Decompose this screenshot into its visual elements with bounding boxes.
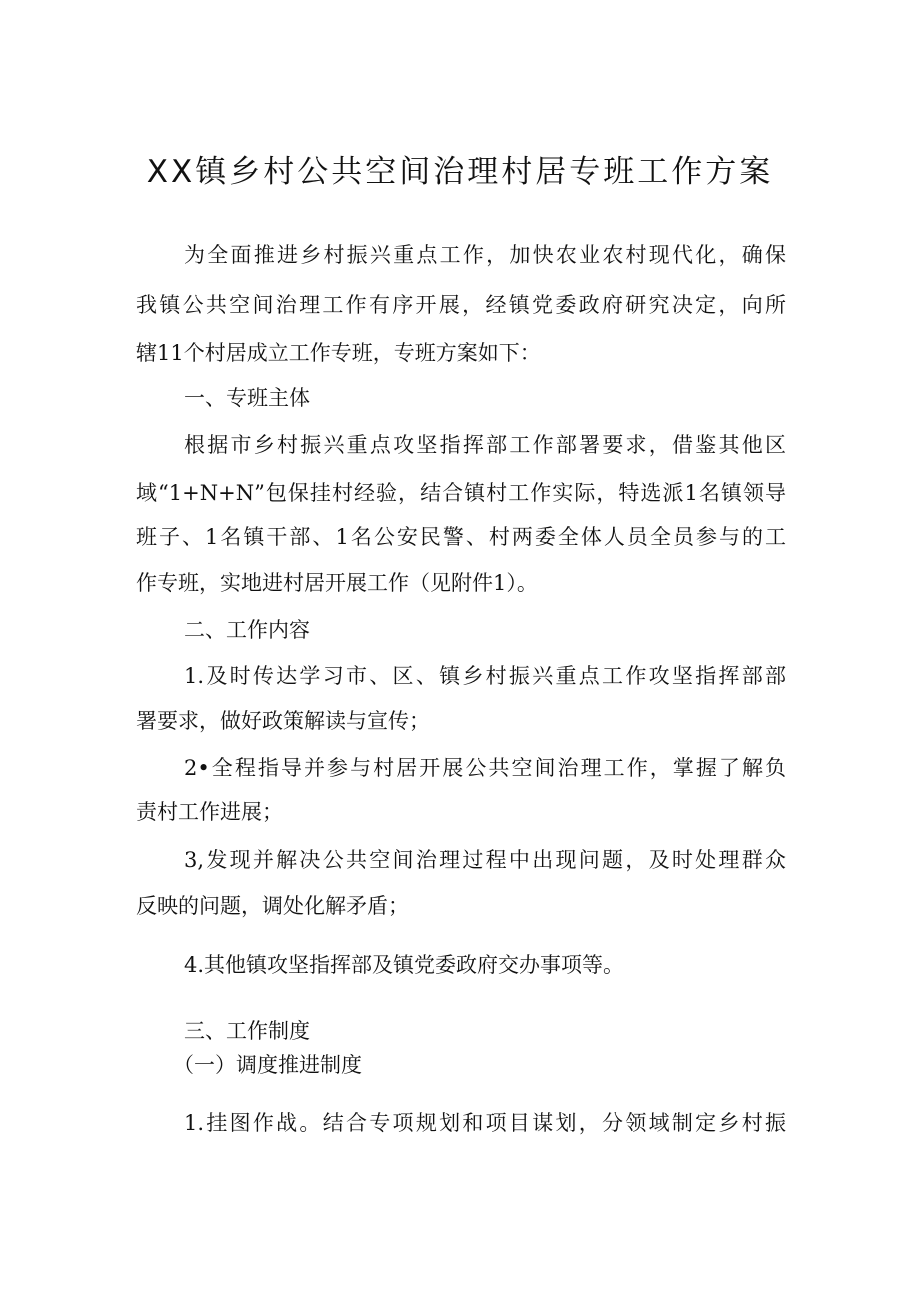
paragraph-line: 1.挂图作战。结合专项规划和项目谋划，分领域制定乡村振 xyxy=(184,1111,786,1135)
section-heading: 一、专班主体 xyxy=(184,386,310,410)
subsection-heading: （一）调度推进制度 xyxy=(173,1053,362,1077)
paragraph-line: 反映的问题，调处化解矛盾； xyxy=(136,894,409,918)
paragraph-line: 署要求，做好政策解读与宣传； xyxy=(136,709,430,733)
paragraph-line: 4.其他镇攻坚指挥部及镇党委政府交办事项等。 xyxy=(184,953,625,977)
paragraph-line: 域“1+N+N”包保挂村经验，结合镇村工作实际，特选派1名镇领导 xyxy=(136,481,786,505)
paragraph-line: 我镇公共空间治理工作有序开展，经镇党委政府研究决定，向所 xyxy=(136,293,786,317)
paragraph-line: 责村工作进展； xyxy=(136,800,283,824)
paragraph-line: 作专班，实地进村居开展工作（见附件1）。 xyxy=(136,571,538,595)
document-title: XX镇乡村公共空间治理村居专班工作方案 xyxy=(146,154,774,190)
paragraph-line: 2•全程指导并参与村居开展公共空间治理工作，掌握了解负 xyxy=(184,756,786,780)
paragraph-line: 1.及时传达学习市、区、镇乡村振兴重点工作攻坚指挥部部 xyxy=(184,664,786,688)
paragraph-line: 为全面推进乡村振兴重点工作，加快农业农村现代化，确保 xyxy=(184,243,786,267)
section-heading: 三、工作制度 xyxy=(184,1019,310,1043)
paragraph-line: 根据市乡村振兴重点攻坚指挥部工作部署要求，借鉴其他区 xyxy=(184,433,786,457)
section-heading: 二、工作内容 xyxy=(184,618,310,642)
paragraph-line: 班子、1名镇干部、1名公安民警、村两委全体人员全员参与的工 xyxy=(136,525,786,549)
paragraph-line: 3,发现并解决公共空间治理过程中出现问题，及时处理群众 xyxy=(184,848,786,872)
paragraph-line: 辖11个村居成立工作专班，专班方案如下： xyxy=(136,341,541,365)
